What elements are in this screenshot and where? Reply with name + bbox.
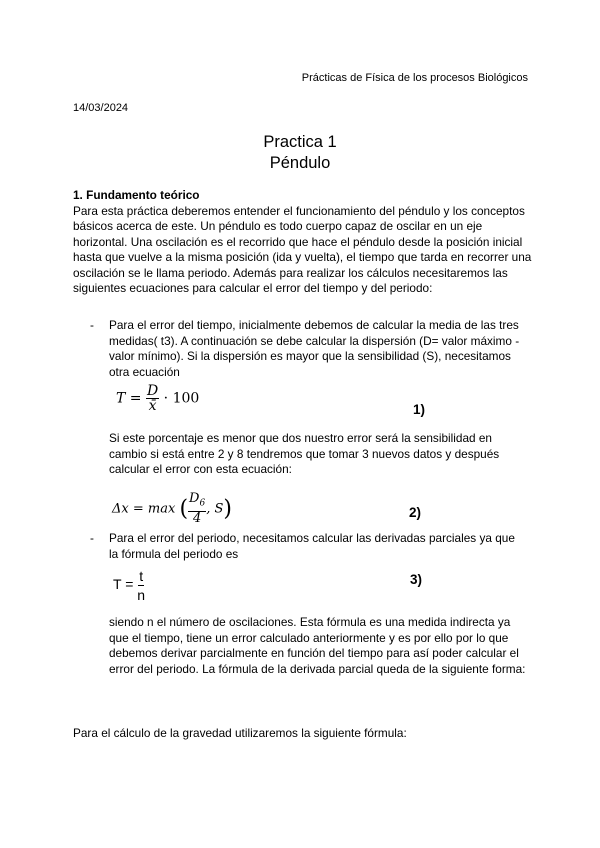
bullet-marker-2: - [90, 531, 94, 545]
document-date: 14/03/2024 [73, 102, 129, 114]
eq3-fraction [137, 567, 145, 604]
title-block [0, 132, 600, 174]
running-header: Prácticas de Física de los procesos Biológicos [301, 72, 528, 84]
title-line-1: Practica 1 [263, 133, 337, 151]
eq1-denominator: x̄ [148, 398, 157, 414]
eq2-numerator-subscript: 6 [199, 498, 206, 509]
eq2-numerator [188, 492, 206, 512]
section-heading: 1. Fundamento teórico [73, 188, 200, 202]
eq3-numerator: t [139, 568, 144, 584]
eq3-denominator: n [137, 587, 146, 603]
equation-2: Δx = max ( $\frac{D_6}{4}$ , S) [112, 491, 232, 526]
eq1-lhs: T = [116, 390, 142, 407]
gravity-paragraph: Para el cálculo de la gravedad utilizaremos la siguiente fórmula: [73, 726, 407, 740]
section-1 [73, 188, 533, 297]
eq2-lhs: Δx = max [112, 501, 176, 517]
eq2-denominator: 4 [192, 510, 202, 526]
eq2-numerator-symbol: D [189, 491, 200, 506]
equation-3-number: 3) [410, 572, 423, 587]
paragraph-after-eq3: siendo n el número de oscilaciones. Esta fórmula es una medida indirecta ya que el tiempo, tiene un error calculado anteriormente y es por ello por lo que debemos derivar parcialmente en función del tiempo para así poder calcular el error del periodo. La fórmula de la derivada parcial queda de la siguiente forma: [109, 615, 526, 676]
eq2-rest: , S [206, 501, 224, 517]
bullet-text-2: Para el error del periodo, necesitamos calcular las derivadas parciales ya que la fórmula del periodo es [109, 531, 515, 561]
equation-3 [113, 567, 145, 604]
equation-1-number: 1) [413, 402, 426, 417]
intro-paragraph: Para esta práctica deberemos entender el funcionamiento del péndulo y los conceptos básicos acerca de este. Un péndulo es todo cuerpo capaz de oscilar en un eje horizontal. Una oscilación es el recorrido que hace el péndulo desde la posición inicial hasta que vuelve a la misma posición (ida y vuelta), el tiempo que tarda en recorrer una oscilación se le llama periodo. Además para realizar los cálculos necesitaremos las siguientes ecuaciones para calcular el error del tiempo y del periodo: [73, 203, 532, 295]
paragraph-after-eq1: Si este porcentaje es menor que dos nuestro error será la sensibilidad en cambio si está entre 2 y 8 tendremos que tomar 3 nuevos datos y después calcular el error con esta ecuación: [109, 431, 500, 476]
bullet-text-1: Para el error del tiempo, inicialmente debemos de calcular la media de las tres medidas( t3). A continuación se debe calcular la dispersión (D= valor máximo - valor mínimo). Si la dispersión es mayor que la sensibilidad (S), necesitamos otra ecuación [109, 318, 520, 379]
equation-1 [116, 384, 199, 413]
title-line-2: Péndulo [269, 154, 331, 172]
eq1-fraction [146, 384, 159, 413]
eq3-lhs: T = [113, 576, 134, 593]
eq2-fraction [188, 492, 206, 526]
equation-2-number: 2) [409, 505, 422, 520]
eq1-rhs: · 100 [163, 390, 200, 407]
eq1-numerator: D [146, 383, 159, 399]
bullet-marker-1: - [90, 318, 94, 332]
